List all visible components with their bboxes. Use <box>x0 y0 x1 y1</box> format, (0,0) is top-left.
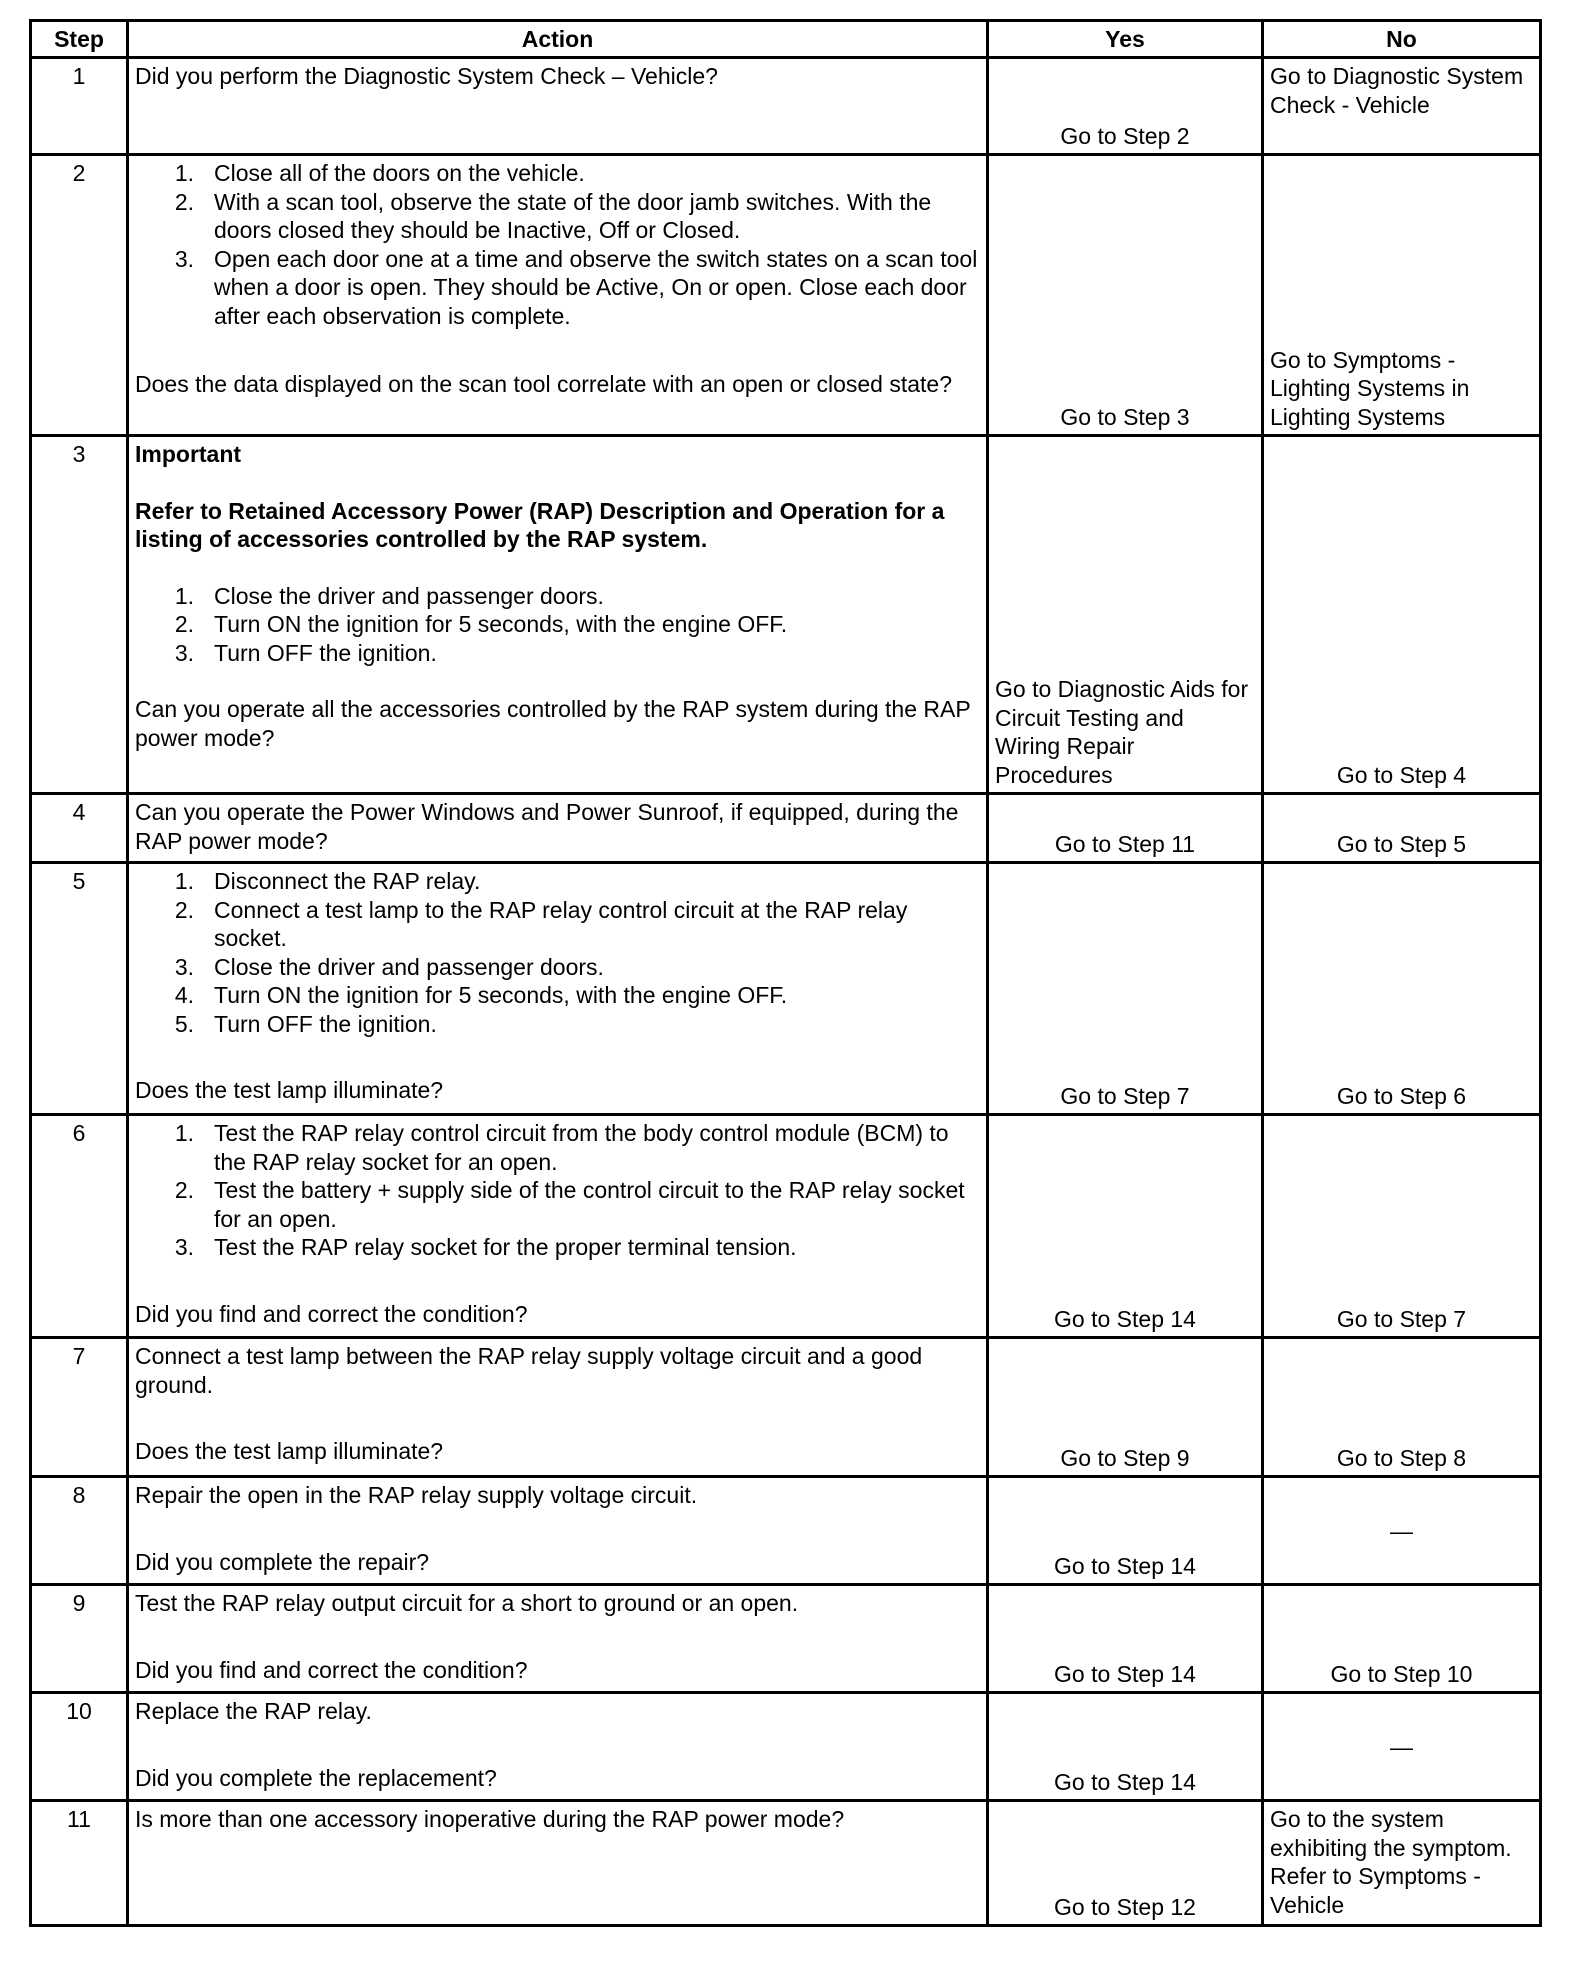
yes-cell <box>988 1693 1263 1801</box>
no-result: — <box>1390 1733 1413 1760</box>
no-cell <box>1263 1477 1541 1585</box>
step-number: 2 <box>31 155 128 436</box>
yes-cell <box>988 1801 1263 1926</box>
no-result: Go to Step 4 <box>1336 761 1467 788</box>
no-cell <box>1263 1585 1541 1693</box>
list-item: 2. Turn ON the ignition for 5 seconds, with the engine OFF. <box>174 611 788 637</box>
no-result: Go to Symptoms - Lighting Systems in Lighting Systems <box>1270 346 1470 430</box>
step-number: 7 <box>31 1338 128 1477</box>
question-text: Does the test lamp illuminate? <box>135 1077 444 1103</box>
yes-result: Go to Step 3 <box>1060 403 1190 430</box>
yes-cell <box>988 58 1263 155</box>
diagnostic-table <box>29 19 1542 1927</box>
yes-cell <box>988 1477 1263 1585</box>
action-cell <box>128 794 988 863</box>
list-item: 3. Test the RAP relay socket for the proper terminal tension. <box>174 1234 797 1260</box>
yes-result: Go to Step 14 <box>1054 1660 1196 1687</box>
no-result: Go to the system exhibiting the symptom. Refer to Symptoms - Vehicle <box>1270 1806 1512 1918</box>
question-text: Did you perform the Diagnostic System Check – Vehicle? <box>135 63 718 89</box>
action-cell <box>128 1693 988 1801</box>
no-cell <box>1263 794 1541 863</box>
no-result: Go to Step 10 <box>1330 1660 1473 1687</box>
no-result: Go to Step 7 <box>1336 1305 1467 1332</box>
list-item: 1. Close the driver and passenger doors. <box>174 582 604 609</box>
action-cell <box>128 155 988 436</box>
no-cell <box>1263 1693 1541 1801</box>
step-number: 8 <box>31 1477 128 1585</box>
question-text: Can you operate all the accessories controlled by the RAP system during the RAP power mode? <box>135 696 971 751</box>
yes-cell <box>988 1115 1263 1338</box>
action-cell <box>128 436 988 794</box>
action-cell <box>128 1338 988 1477</box>
step-number: 3 <box>31 436 128 794</box>
important-title: Important <box>135 441 242 467</box>
list-item: 1. Disconnect the RAP relay. <box>174 868 481 894</box>
no-cell <box>1263 155 1541 436</box>
action-cell <box>128 863 988 1115</box>
step-number: 6 <box>31 1115 128 1338</box>
step-number: 1 <box>31 58 128 155</box>
table-row <box>31 863 1541 1115</box>
yes-cell <box>988 436 1263 794</box>
action-cell <box>128 58 988 155</box>
no-cell <box>1263 1338 1541 1477</box>
yes-result: Go to Step 9 <box>1060 1444 1190 1471</box>
no-cell <box>1263 1801 1541 1926</box>
step-number: 5 <box>31 863 128 1115</box>
table-row <box>31 1693 1541 1801</box>
action-cell <box>128 1801 988 1926</box>
yes-result: Go to Diagnostic Aids for Circuit Testing and Wiring Repair Procedures <box>995 676 1249 788</box>
intro-text: Replace the RAP relay. <box>135 1698 372 1724</box>
step-number: 9 <box>31 1585 128 1693</box>
instruction-list <box>135 159 980 330</box>
list-item: 5. Turn OFF the ignition. <box>174 1010 437 1037</box>
question-text: Can you operate the Power Windows and Power Sunroof, if equipped, during the RAP power mode? <box>135 799 959 854</box>
action-cell <box>128 1477 988 1585</box>
table-row <box>31 1801 1541 1926</box>
intro-text: Test the RAP relay output circuit for a short to ground or an open. <box>135 1590 799 1616</box>
header-row <box>31 21 1541 58</box>
yes-result: Go to Step 7 <box>1060 1082 1190 1109</box>
yes-result: Go to Step 14 <box>1054 1768 1196 1795</box>
yes-result: Go to Step 2 <box>1060 122 1190 149</box>
table-row <box>31 1115 1541 1338</box>
header-no: No <box>1263 21 1541 58</box>
table-row <box>31 1477 1541 1585</box>
header-action: Action <box>128 21 988 58</box>
yes-result: Go to Step 11 <box>1054 830 1196 857</box>
question-text: Does the test lamp illuminate? <box>135 1438 444 1464</box>
no-cell <box>1263 436 1541 794</box>
yes-cell <box>988 1585 1263 1693</box>
yes-result: Go to Step 12 <box>1054 1893 1196 1920</box>
list-item: 3. Open each door one at a time and observe the switch states on a scan tool when a door is open. They should be Active, On or open. Close each door after each observation is complete. <box>174 245 978 329</box>
question-text: Did you complete the replacement? <box>135 1764 497 1791</box>
step-number: 10 <box>31 1693 128 1801</box>
table-row <box>31 58 1541 155</box>
no-result: Go to Step 8 <box>1336 1444 1467 1471</box>
question-text: Did you find and correct the condition? <box>135 1656 528 1683</box>
no-result: Go to Diagnostic System Check - Vehicle <box>1270 63 1524 118</box>
question-text: Did you complete the repair? <box>135 1548 430 1575</box>
list-item: 4. Turn ON the ignition for 5 seconds, with the engine OFF. <box>174 982 788 1008</box>
list-item: 2. Test the battery + supply side of the control circuit to the RAP relay socket for an open. <box>174 1177 965 1232</box>
table-row <box>31 1585 1541 1693</box>
step-number: 11 <box>31 1801 128 1926</box>
list-item: 1. Test the RAP relay control circuit from the body control module (BCM) to the RAP relay socket for an open. <box>174 1120 949 1175</box>
list-item: 3. Close the driver and passenger doors. <box>174 953 604 980</box>
table-row <box>31 436 1541 794</box>
no-result: Go to Step 6 <box>1336 1082 1467 1109</box>
instruction-list <box>135 1119 980 1262</box>
step-number: 4 <box>31 794 128 863</box>
no-result: — <box>1390 1517 1413 1544</box>
yes-cell <box>988 155 1263 436</box>
header-step: Step <box>31 21 128 58</box>
yes-result: Go to Step 14 <box>1054 1552 1196 1579</box>
question-text: Did you find and correct the condition? <box>135 1300 528 1327</box>
list-item: 2. With a scan tool, observe the state of the door jamb switches. With the doors closed they should be Inactive, Off or Closed. <box>174 188 932 243</box>
list-item: 2. Connect a test lamp to the RAP relay control circuit at the RAP relay socket. <box>174 896 908 951</box>
instruction-list <box>135 582 980 668</box>
important-text: Refer to Retained Accessory Power (RAP) Description and Operation for a listing of accessories controlled by the RAP system. <box>135 497 945 552</box>
intro-text: Connect a test lamp between the RAP relay supply voltage circuit and a good ground. <box>135 1343 923 1398</box>
table-row <box>31 1338 1541 1477</box>
no-cell <box>1263 1115 1541 1338</box>
question-text: Is more than one accessory inoperative during the RAP power mode? <box>135 1806 845 1832</box>
list-item: 3. Turn OFF the ignition. <box>174 639 437 666</box>
no-cell <box>1263 58 1541 155</box>
action-cell <box>128 1585 988 1693</box>
action-cell <box>128 1115 988 1338</box>
yes-cell <box>988 1338 1263 1477</box>
no-result: Go to Step 5 <box>1336 830 1467 857</box>
yes-result: Go to Step 14 <box>1054 1305 1196 1332</box>
instruction-list <box>135 867 980 1038</box>
header-yes: Yes <box>988 21 1263 58</box>
yes-cell <box>988 863 1263 1115</box>
table-row <box>31 794 1541 863</box>
intro-text: Repair the open in the RAP relay supply voltage circuit. <box>135 1482 698 1508</box>
yes-cell <box>988 794 1263 863</box>
question-text: Does the data displayed on the scan tool correlate with an open or closed state? <box>135 371 953 397</box>
table-row <box>31 155 1541 436</box>
list-item: 1. Close all of the doors on the vehicle. <box>174 160 585 186</box>
no-cell <box>1263 863 1541 1115</box>
